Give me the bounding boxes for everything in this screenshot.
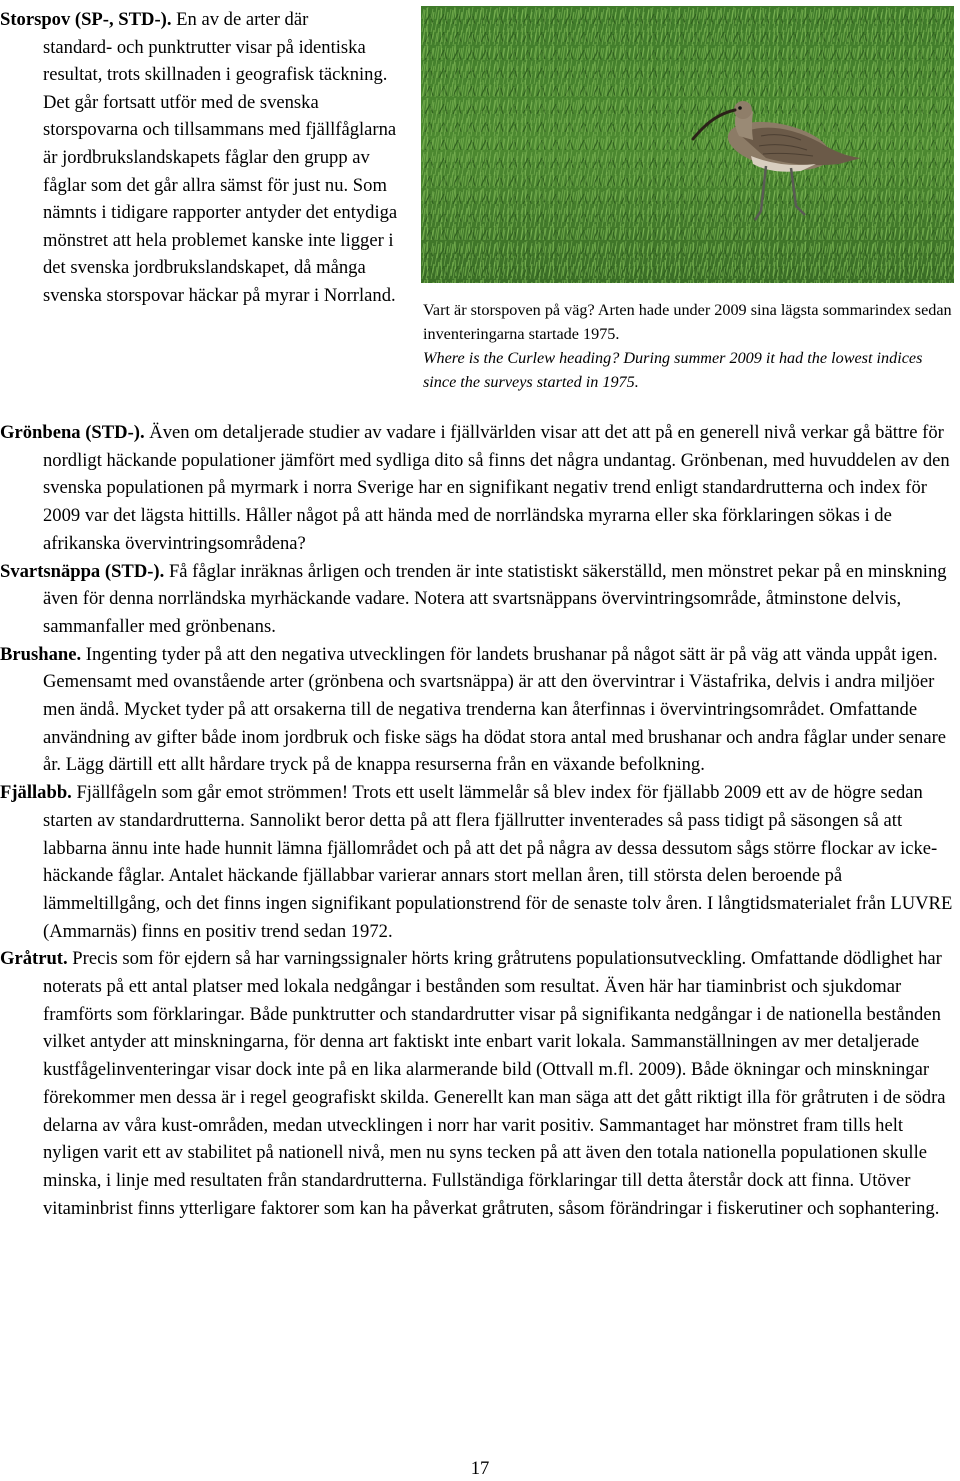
section-gratrut (0, 945, 960, 1222)
species-heading: Grönbena (STD-). (0, 422, 145, 443)
curlew-photo (421, 6, 954, 283)
section-text: Även om detaljerade studier av vadare i fjällvärlden visar att det att på en generell nivå verkar gå bättre för nordligt häckande populationer jämfört med sydliga dito så finns det några undantag. Grönbenan, med huvuddelen av den svenska populationen på myrmark i norra Sverige har en signifikant negativ trend enligt standardrutterna och index för 2009 var det lägsta hittills. Håller något på att hända med de norrländska myrarna eller ska förklaringen sökas i de afrikanska övervintringsområdena? (43, 422, 950, 554)
species-heading: Brushane. (0, 643, 82, 665)
species-sections (0, 419, 960, 1222)
species-heading: Svartsnäppa (STD-). (0, 560, 165, 582)
section-text: Få fåglar inräknas årligen och trenden är inte statistiskt säkerställd, men mönstret pekar på en minskning även för denna norrländska myrhäckande vadare. Notera att svartsnäppans övervintringsområde, åtminstone delvis, sammanfaller med grönbenans. (43, 560, 947, 637)
section-fjallabb (0, 779, 960, 945)
section-svartsnappa (0, 558, 960, 641)
section-gronbena (0, 419, 960, 558)
intro-body: standard- och punktrutter visar på identiska resultat, trots skillnaden i geografisk täckning. Det går fortsatt utför med de svenska storspovarna och tillsammans med fjällfåglarna är jordbrukslandskapets fåglar den grupp av fåglar som det går allra sämst för just nu. Som nämnts i tidigare rapporter antyder det entydiga mönstret att hela problemet kanske inte ligger i det svenska jordbrukslandskapet, då många svenska storspovar häckar på myrar i Norrland. (43, 36, 398, 306)
species-heading: Gråtrut. (0, 948, 68, 970)
caption-swedish: Vart är storspoven på väg? Arten hade under 2009 sina lägsta sommarindex sedan inventeringarna startade 1975. (423, 301, 952, 343)
intro-first-line: En av de arter där (176, 9, 309, 30)
section-text: Ingenting tyder på att den negativa utvecklingen för landets brushanar på något sätt är på väg att vända uppåt igen. Gemensamt med ovanstående arter (grönbena och svartsnäppa) är att den övervintrar i Västafrika, delvis i andra miljöer men ändå. Mycket tyder på att orsakerna till de negativa trenderna kan återfinnas i övervintringsområdet. Omfattande användning av gifter både inom jordbruk och fiske sägs ha dödat stora antal med brushanar och andra fåglar under senare år. Lägg därtill ett allt hårdare tryck på de knappa resurserna från en växande befolkning. (43, 643, 947, 776)
page-number: 17 (470, 1458, 490, 1479)
species-heading: Storspov (SP-, STD-). (0, 9, 172, 30)
section-text: Fjällfågeln som går emot strömmen! Trots ett uselt lämmelår så blev index för fjällabb 2009 ett av de högre sedan starten av standardrutterna. Sannolikt beror detta på att flera fjällrutter inventerades så pass tidigt på säsongen så att labbarna ännu inte hade hunnit lämna fjällområdet och på att det på några av dessa dessutom sågs större flockar av icke-häckande fåglar. Antalet häckande fjällabbar varierar annars stort mellan åren, till största delen beroende på lämmeltillgång, och det finns ingen signifikant populationstrend för de senaste tolv åren. I långtidsmaterialet från LUVRE (Ammarnäs) finns en positiv trend sedan 1972. (43, 782, 953, 942)
species-heading: Fjällabb. (0, 782, 72, 804)
section-brushane (0, 641, 960, 780)
section-text: Precis som för ejdern så har varningssignaler hörts kring gråtrutens populationsutveckling. Omfattande dödlighet har noterats på ett antal platser med lokala nedgångar i bestånden som resultat. Även här har tiaminbrist och sjukdomar framförts som förklaringar. Både punktrutter och standardrutter visar på signifikanta nedgångar i de nationella bestånden vilket antyder att minskningarna, för denna art faktiskt inte enbart varit lokala. Sammanställningen av mer detaljerade kustfågelinventeringar visar dock inte på en lika alarmerande bild (Ottvall m.fl. 2009). Både ökningar och minskningar förekommer men dessa är i regel geografiskt skilda. Generellt kan man säga att det gått riktigt illa för gråtruten i de södra delarna av våra kust-områden, medan utvecklingen i norr har varit positiv. Sammantaget har mönstret fram tills helt nyligen varit ett av stabilitet på nationell nivå, men nu syns tecken på att även den totala nationella populationen skulle minska, i linje med resultaten från standardrutterna. Fullständiga förklaringar till detta återstår dock att finna. Utöver vitaminbrist finns ytterligare faktorer som kan ha påverkat gråtruten, såsom förändringar i fiskerutiner och sophantering. (43, 948, 946, 1219)
caption-english: Where is the Curlew heading? During summer 2009 it had the lowest indices since the surveys started in 1975. (423, 349, 923, 391)
intro-paragraph (0, 6, 404, 310)
photo-caption (423, 298, 958, 394)
